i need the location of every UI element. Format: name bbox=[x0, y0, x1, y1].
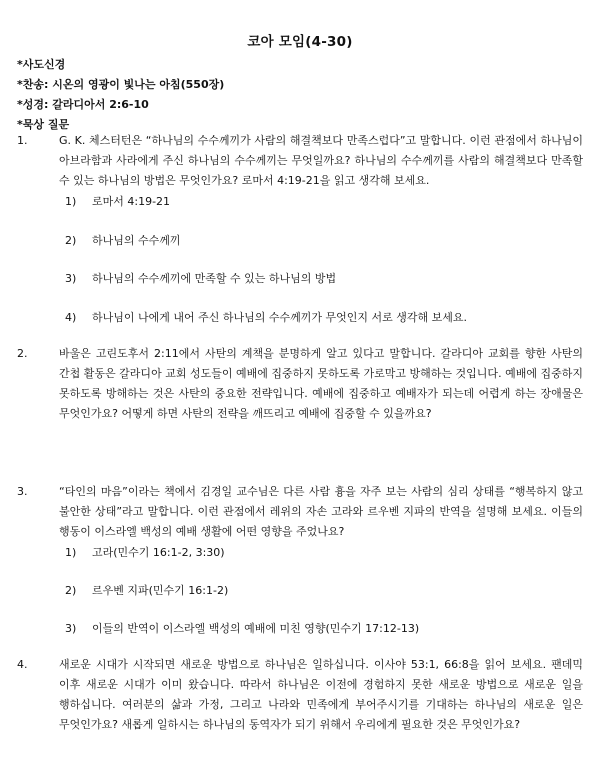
sub-item-text: 하나님의 수수께끼 bbox=[92, 234, 181, 247]
sub-item bbox=[65, 232, 181, 248]
sub-item-number: 3) bbox=[65, 272, 77, 285]
sub-item-text: 르우벤 지파(민수기 16:1-2) bbox=[92, 584, 229, 597]
question-text: “타인의 마음”이라는 책에서 김경일 교수님은 다른 사람 흉을 자주 보는 사람의 심리 상태를 “행복하지 않고 불안한 상태”라고 말합니다. 이런 관점에서 레위의 자손 고라와 르우벤 지파의 반역을 설명해 보세요. 이들의 행동이 이스라엘 백성의 예배 생활에 어떤 영향을 주었나요? bbox=[59, 485, 583, 538]
sub-item-number: 2) bbox=[65, 584, 77, 597]
sub-item-number: 1) bbox=[65, 546, 77, 559]
question-4 bbox=[17, 655, 583, 735]
sub-item-text: 하나님의 수수께끼에 만족할 수 있는 하나님의 방법 bbox=[92, 272, 337, 285]
sub-item-number: 2) bbox=[65, 234, 77, 247]
sub-item-text: 이들의 반역이 이스라엘 백성의 예배에 미친 영향(민수기 17:12-13) bbox=[92, 622, 420, 635]
sub-item-text: 로마서 4:19-21 bbox=[92, 195, 171, 208]
meta-meditation: *묵상 질문 bbox=[17, 118, 70, 131]
question-number: 2. bbox=[17, 347, 28, 360]
sub-item bbox=[65, 544, 225, 560]
sub-item-number: 4) bbox=[65, 311, 77, 324]
question-3 bbox=[17, 482, 583, 542]
question-number: 4. bbox=[17, 658, 28, 671]
sub-item bbox=[65, 270, 336, 286]
meta-scripture: *성경: 갈라디아서 2:6-10 bbox=[17, 98, 149, 111]
question-number: 3. bbox=[17, 485, 28, 498]
question-text: 새로운 시대가 시작되면 새로운 방법으로 하나님은 일하십니다. 이사야 53:1, 66:8을 읽어 보세요. 팬데믹 이후 새로운 시대가 이미 왔습니다. 따라서 하나님은 이전에 경험하지 못한 새로운 방법으로 새로운 일을 행하십니다. 여러분의 삶과 가정, 그리고 나라와 민족에게 부어주시기를 기대하는 하나님의 새로운 일은 무엇인가요? 새롭게 일하시는 하나님의 동역자가 되기 위해서 우리에게 필요한 것은 무엇인가요? bbox=[59, 658, 583, 731]
question-text: 바울은 고린도후서 2:11에서 사탄의 계책을 분명하게 알고 있다고 말합니다. 갈라디아 교회를 향한 사탄의 간첩 활동은 갈라디아 교회 성도들이 예배에 집중하지 못하도록 가로막고 방해하는 것입니다. 예배에 집중하지 못하도록 방해하는 것은 사탄의 중요한 전략입니다. 예배에 집중하고 예배자가 되는데 어렵게 하는 장애물은 무엇인가요? 어떻게 하면 사탄의 전략을 깨뜨리고 예배에 집중할 수 있을까요? bbox=[59, 347, 583, 420]
sub-item bbox=[65, 193, 170, 209]
sub-item-text: 하나님이 나에게 내어 주신 하나님의 수수께끼가 무엇인지 서로 생각해 보세요. bbox=[92, 311, 467, 324]
page-title: 코아 모임(4-30) bbox=[247, 34, 353, 50]
meta-hymn: *찬송: 시온의 영광이 빛나는 아침(550장) bbox=[17, 78, 225, 91]
meta-creed: *사도신경 bbox=[17, 58, 66, 71]
question-text: G. K. 체스터턴은 “하나님의 수수께끼가 사람의 해결책보다 만족스럽다”고 말합니다. 이런 관점에서 하나님이 아브라함과 사라에게 주신 하나님의 수수께끼는 무엇일까요? 하나님의 수수께끼를 사람의 해결책보다 만족할 수 있는 하나님의 방법은 무엇인가요? 로마서 4:19-21을 읽고 생각해 보세요. bbox=[59, 134, 583, 187]
sub-item bbox=[65, 582, 228, 598]
sub-item-number: 1) bbox=[65, 195, 77, 208]
question-2 bbox=[17, 344, 583, 424]
sub-item bbox=[65, 620, 419, 636]
question-number: 1. bbox=[17, 134, 28, 147]
sub-item bbox=[65, 309, 467, 325]
question-1 bbox=[17, 131, 583, 191]
sub-item-number: 3) bbox=[65, 622, 77, 635]
sub-item-text: 고라(민수기 16:1-2, 3:30) bbox=[92, 546, 225, 559]
